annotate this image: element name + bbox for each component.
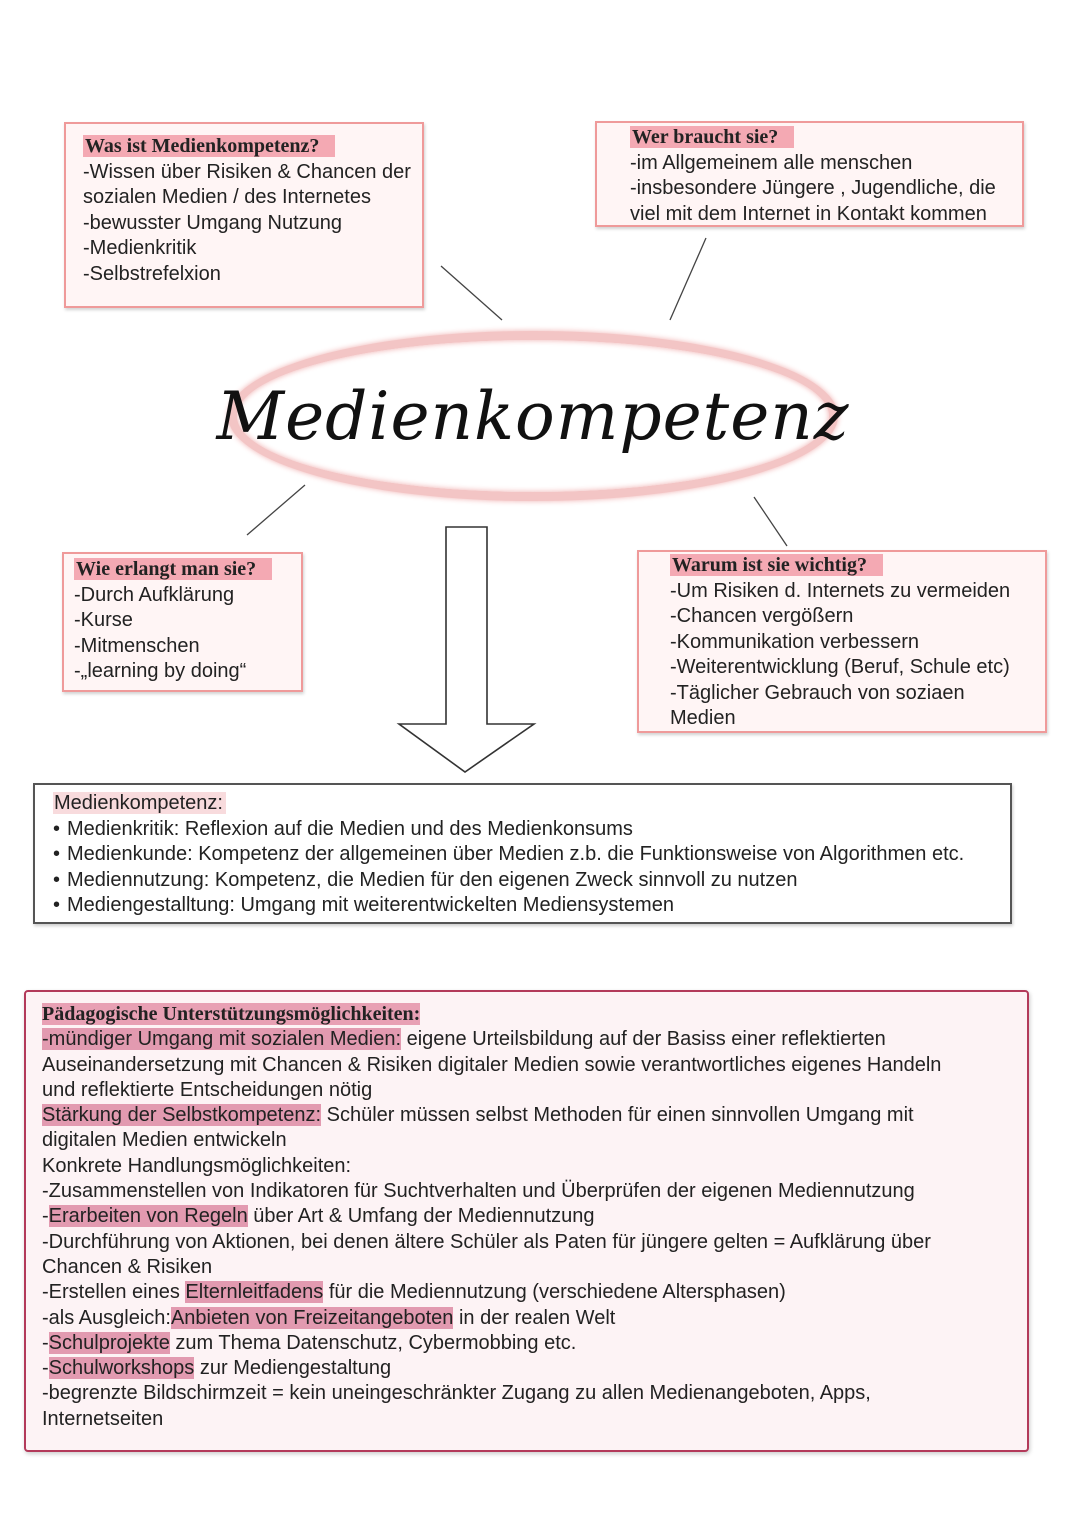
paed-line: Auseinandersetzung mit Chancen & Risiken digitaler Medien sowie verantwortliches eigenes Handeln (42, 1053, 942, 1076)
box-how-line: -Kurse (74, 609, 133, 631)
highlight-mark: -mündiger Umgang mit sozialen Medien: (42, 1028, 402, 1051)
paed-line: -Durchführung von Aktionen, bei denen ältere Schüler als Paten für jüngere gelten = Aufklärung über (42, 1230, 931, 1253)
paed-line: -begrenzte Bildschirmzeit = kein uneingeschränkter Zugang zu allen Medienangeboten, Apps, (42, 1382, 871, 1405)
paed-line: -Zusammenstellen von Indikatoren für Suchtverhalten und Überprüfen der eigenen Mediennutzung (42, 1180, 915, 1203)
highlight-mark: Stärkung der Selbstkompetenz: (42, 1104, 322, 1127)
paed-line: digitalen Medien entwickeln (42, 1129, 287, 1152)
paed-line: und reflektierte Entscheidungen nötig (42, 1078, 373, 1101)
box-why-line: -Täglicher Gebrauch von soziaen (670, 681, 965, 704)
box-who-title: Wer braucht sie? (630, 126, 794, 148)
highlight-mark: Elternleitfadens (185, 1281, 324, 1304)
box-how-title: Wie erlangt man sie? (74, 558, 272, 580)
box-how-line: -„learning by doing“ (74, 660, 247, 682)
paed-line: Stärkung der Selbstkompetenz: Schüler müssen selbst Methoden für einen sinnvollen Umgang mit (42, 1104, 914, 1127)
box-why-line: -Weiterentwicklung (Beruf, Schule etc) (670, 656, 1010, 678)
box-why-important (637, 550, 1047, 733)
box-how-line: -Mitmenschen (74, 634, 200, 657)
highlight-mark: Erarbeiten von Regeln (48, 1205, 248, 1228)
paed-line: -Erstellen eines Elternleitfadens für die Mediennutzung (verschiedene Altersphasen) (42, 1281, 786, 1304)
box-how-to-acquire (62, 552, 303, 692)
paed-line: Konkrete Handlungsmöglichkeiten: (42, 1154, 352, 1177)
down-arrow-icon (399, 527, 534, 772)
connector-why (754, 497, 787, 546)
paed-line: -Schulworkshops zur Mediengestaltung (42, 1357, 392, 1380)
list-item: • Medienkunde: Kompetenz der allgemeinen über Medien z.b. die Funktionsweise von Algorithmen etc. (67, 842, 1000, 868)
list-item: • Mediennutzung: Kompetenz, die Medien für den eigenen Zweck sinnvoll zu nutzen (67, 868, 1000, 894)
highlight-mark: Anbieten von Freizeitangeboten (170, 1306, 454, 1329)
paed-line: Internetseiten (42, 1407, 164, 1430)
list-item: • Mediengestalltung: Umgang mit weiterentwickelten Mediensystemen (67, 893, 1000, 919)
box-why-line: -Kommunikation verbessern (670, 630, 919, 653)
paed-line: -als Ausgleich:Anbieten von Freizeitangeboten in der realen Welt (42, 1306, 616, 1329)
paed-line: -Erarbeiten von Regeln über Art & Umfang der Mediennutzung (42, 1205, 595, 1228)
highlight-mark: Schulprojekte (48, 1331, 170, 1354)
box-who-line: -insbesondere Jüngere , Jugendliche, die (630, 177, 996, 199)
highlight-mark: Schulworkshops (48, 1357, 195, 1380)
box-how-line: -Durch Aufklärung (74, 583, 235, 606)
box-what-line: -Selbstrefelxion (83, 262, 221, 285)
paed-line: Chancen & Risiken (42, 1255, 213, 1278)
box-why-line: Medien (670, 707, 736, 729)
summary-list (53, 817, 1000, 919)
paedagogic-support-box (24, 990, 1029, 1452)
box-why-line: -Chancen vergößern (670, 605, 854, 627)
connector-who (670, 238, 706, 320)
box-what-line: -bewusster Umgang Nutzung (83, 211, 343, 234)
box-who-line: viel mit dem Internet in Kontakt kommen (630, 202, 987, 225)
box-what-title: Was ist Medienkompetenz? (83, 135, 335, 157)
box-what-is-media-competence (64, 122, 424, 308)
connector-what (441, 266, 502, 320)
summary-title: Medienkompetenz: (53, 792, 226, 814)
center-title: Medienkompetenz (216, 377, 850, 455)
box-why-title: Warum ist sie wichtig? (670, 554, 883, 576)
box-what-line: sozialen Medien / des Internetes (83, 186, 371, 208)
box-why-line: -Um Risiken d. Internets zu vermeiden (670, 579, 1011, 602)
summary-box (33, 783, 1012, 924)
box-what-line: -Wissen über Risiken & Chancen der (83, 160, 411, 183)
paed-line: -Schulprojekte zum Thema Datenschutz, Cybermobbing etc. (42, 1331, 577, 1354)
paed-title: Pädagogische Unterstützungsmöglichkeiten: (42, 1003, 421, 1025)
list-item: • Medienkritik: Reflexion auf die Medien und des Medienkonsums (67, 817, 1000, 843)
box-who-line: -im Allgemeinem alle menschen (630, 151, 913, 174)
paed-line: -mündiger Umgang mit sozialen Medien: eigene Urteilsbildung auf der Basiss einer reflektierten (42, 1028, 886, 1051)
box-what-line: -Medienkritik (83, 237, 197, 259)
box-who-needs-it (595, 121, 1024, 227)
